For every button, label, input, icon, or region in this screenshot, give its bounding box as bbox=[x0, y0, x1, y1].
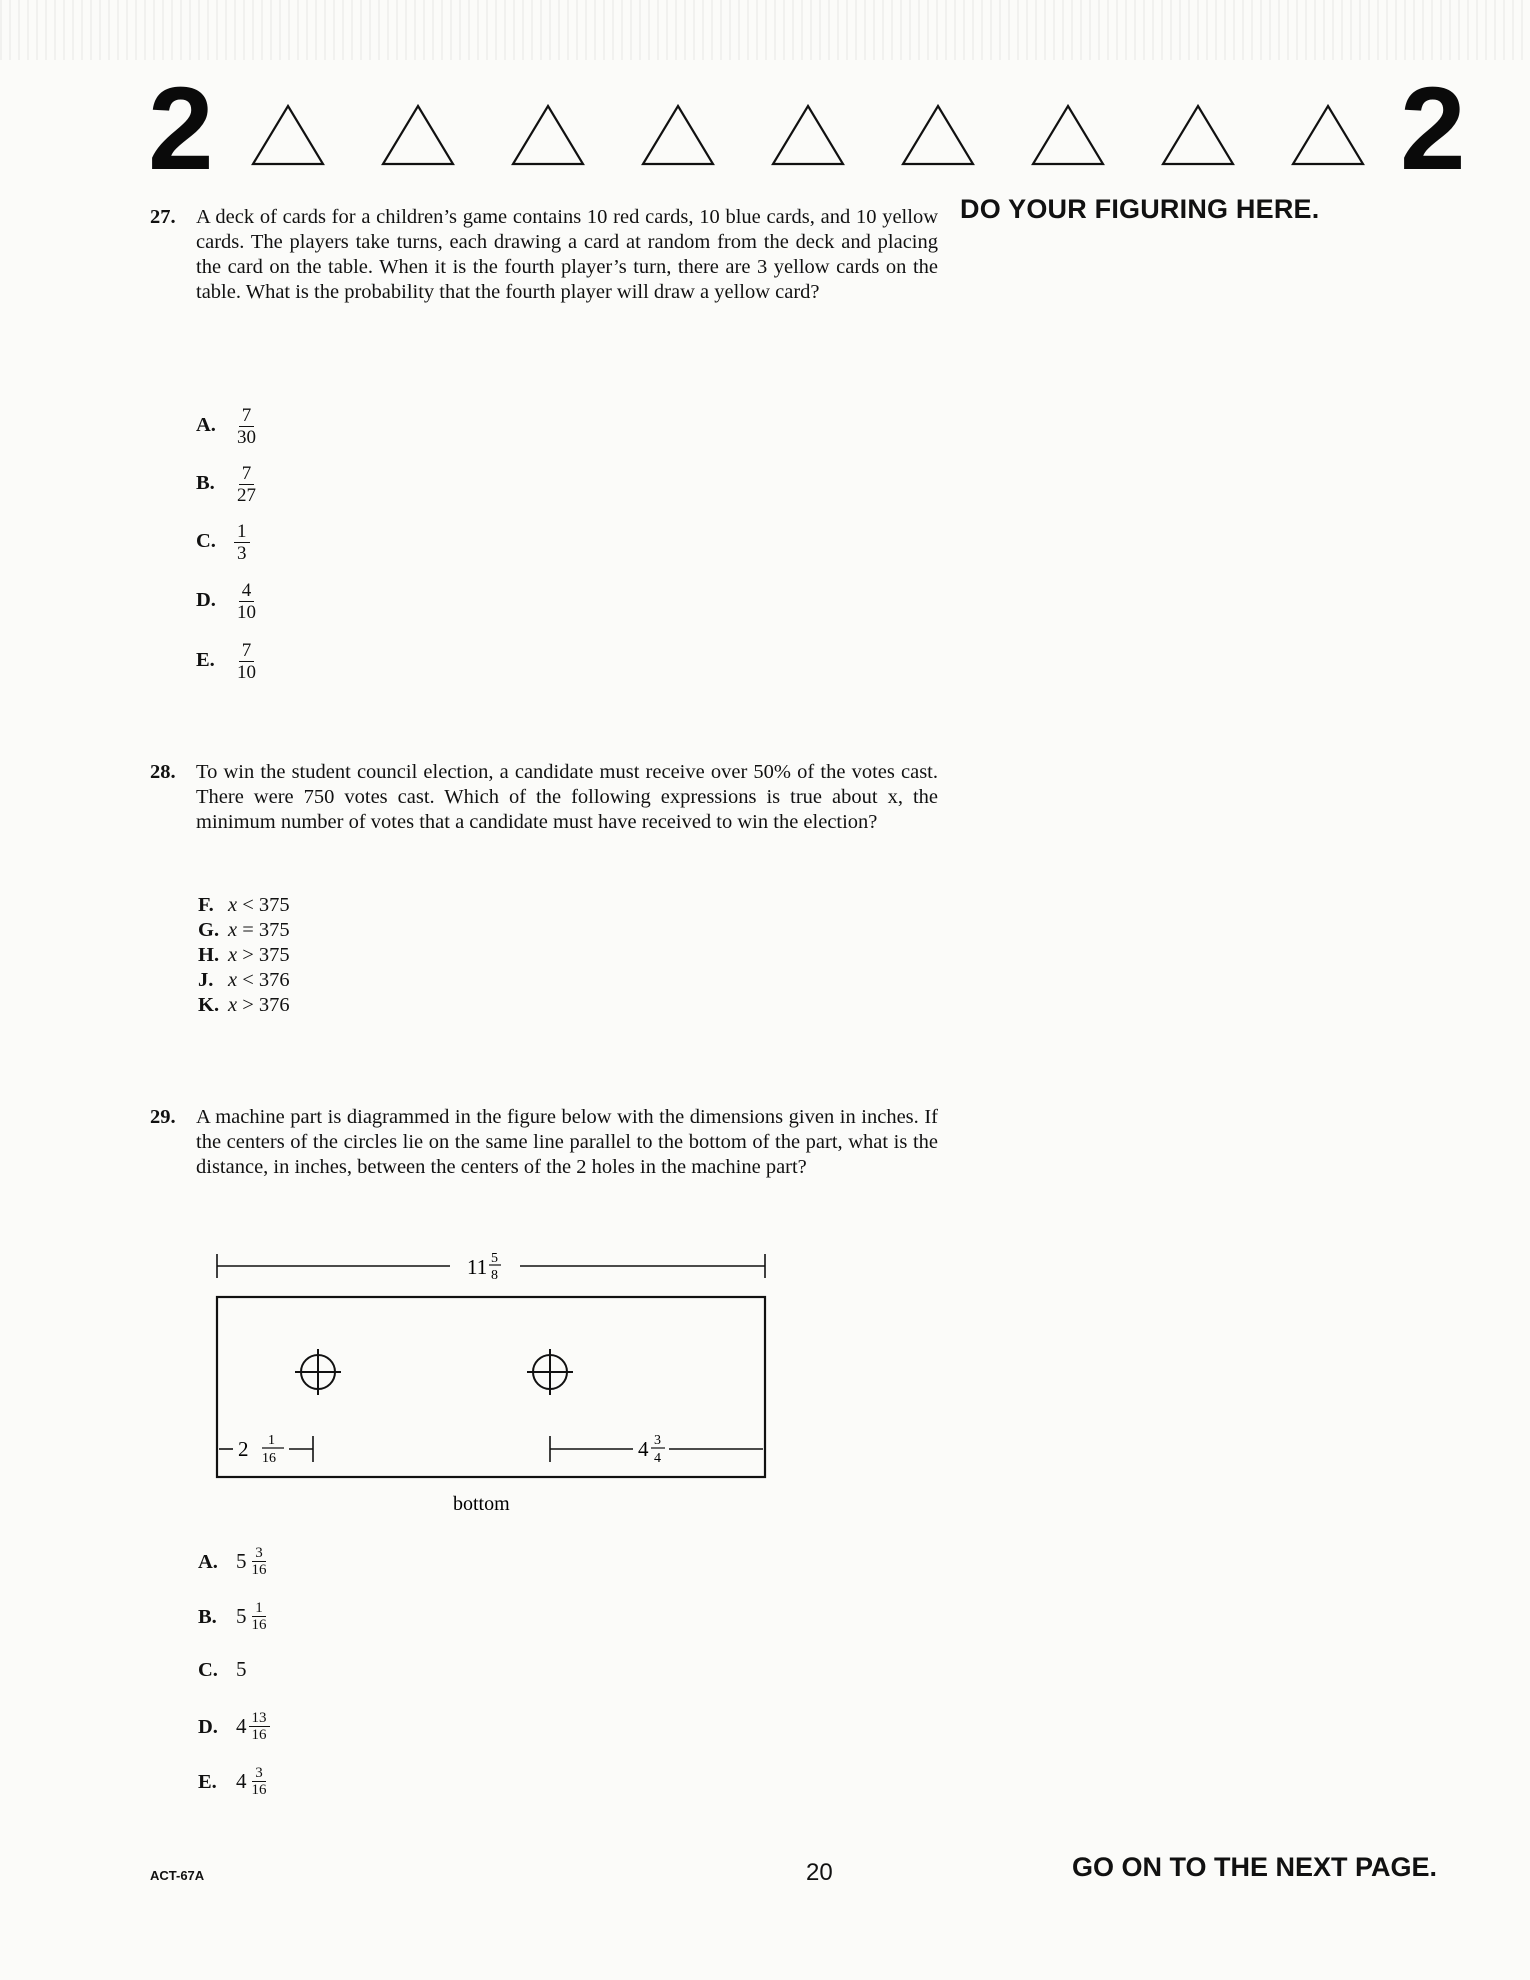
numerator: 7 bbox=[239, 640, 255, 662]
triangle-icon bbox=[1290, 102, 1366, 168]
hole-left bbox=[295, 1349, 341, 1395]
page-number: 20 bbox=[806, 1859, 833, 1886]
triangle-icon bbox=[900, 102, 976, 168]
answer-choice[interactable] bbox=[198, 894, 290, 917]
choice-letter: K. bbox=[198, 994, 220, 1016]
triangle-icon bbox=[510, 102, 586, 168]
denominator: 30 bbox=[237, 427, 256, 448]
whole-part: 4 bbox=[236, 1714, 247, 1738]
choice-letter: E. bbox=[198, 1771, 217, 1793]
triangle-icon bbox=[640, 102, 716, 168]
answer-choice[interactable] bbox=[196, 521, 250, 564]
choice-letter: J. bbox=[198, 969, 214, 991]
whole-part: 5 bbox=[236, 1549, 247, 1573]
variable: x bbox=[228, 919, 238, 941]
relation: = 375 bbox=[237, 919, 290, 941]
denominator: 27 bbox=[237, 485, 256, 506]
answer-choice[interactable] bbox=[198, 1600, 270, 1633]
fraction bbox=[249, 1710, 270, 1743]
right-whole: 4 bbox=[638, 1437, 649, 1461]
question-number: 27. bbox=[150, 206, 176, 228]
choice-letter: G. bbox=[198, 919, 220, 941]
question-text: To win the student council election, a candidate must receive over 50% of the votes cast. There were 750 votes cast. Which of the following expressions is true about x, the minimum number of votes that a candidate must have received to win the election? bbox=[196, 761, 938, 833]
whole-part: 5 bbox=[236, 1604, 247, 1628]
denominator: 16 bbox=[251, 1617, 267, 1633]
left-den: 16 bbox=[262, 1451, 276, 1466]
answer-choice[interactable] bbox=[196, 640, 259, 683]
fraction bbox=[234, 521, 250, 564]
total-whole: 11 bbox=[467, 1255, 488, 1279]
variable: x bbox=[228, 944, 238, 966]
question-number: 28. bbox=[150, 761, 176, 783]
left-num: 1 bbox=[268, 1433, 275, 1448]
numerator: 7 bbox=[239, 463, 255, 485]
left-whole: 2 bbox=[238, 1437, 249, 1461]
answer-choice[interactable] bbox=[198, 1657, 249, 1682]
numerator: 4 bbox=[239, 580, 255, 602]
answer-choice[interactable] bbox=[198, 1710, 270, 1743]
next-page-label: GO ON TO THE NEXT PAGE. bbox=[1072, 1852, 1438, 1882]
choice-letter: D. bbox=[196, 589, 216, 612]
right-num: 3 bbox=[654, 1433, 661, 1448]
numerator: 3 bbox=[252, 1545, 266, 1562]
question-text: A machine part is diagrammed in the figure below with the dimensions given in inches. If the centers of the circles lie on the same line parallel to the bottom of the part, what is the distance, in inches, between the centers of the 2 holes in the machine part? bbox=[196, 1106, 938, 1178]
numerator: 1 bbox=[252, 1600, 266, 1617]
total-num: 5 bbox=[491, 1251, 498, 1266]
denominator: 10 bbox=[237, 602, 256, 623]
section-header bbox=[0, 60, 1530, 195]
relation: < 376 bbox=[237, 969, 290, 991]
answer-choice[interactable] bbox=[198, 969, 290, 992]
bottom-label: bottom bbox=[453, 1493, 510, 1515]
answer-choice[interactable] bbox=[196, 405, 259, 448]
fraction bbox=[234, 405, 259, 448]
denominator: 3 bbox=[237, 543, 247, 564]
mixed-number bbox=[236, 1657, 249, 1682]
choice-letter: E. bbox=[196, 649, 215, 672]
choice-letter: H. bbox=[198, 944, 220, 966]
numerator: 1 bbox=[234, 521, 250, 543]
mixed-number bbox=[236, 1600, 270, 1633]
variable: x bbox=[228, 969, 238, 991]
choice-letter: B. bbox=[196, 472, 215, 495]
relation: < 375 bbox=[237, 894, 290, 916]
denominator: 10 bbox=[237, 662, 256, 683]
fraction bbox=[249, 1545, 270, 1578]
machine-part-diagram bbox=[205, 1240, 785, 1525]
choice-letter: A. bbox=[198, 1551, 218, 1573]
triangle-icon bbox=[770, 102, 846, 168]
numerator: 13 bbox=[249, 1710, 270, 1727]
machine-part-figure bbox=[205, 1240, 785, 1520]
denominator: 16 bbox=[251, 1727, 267, 1743]
triangle-icon bbox=[1030, 102, 1106, 168]
answer-choice[interactable] bbox=[196, 580, 259, 623]
whole-part: 5 bbox=[236, 1657, 247, 1681]
answer-choice[interactable] bbox=[198, 1545, 270, 1578]
relation: > 375 bbox=[237, 944, 290, 966]
section-number-right: 2 bbox=[1400, 63, 1466, 195]
triangle-icon bbox=[250, 102, 326, 168]
scan-noise bbox=[0, 0, 1530, 60]
hole-right bbox=[527, 1349, 573, 1395]
answer-choice[interactable] bbox=[196, 463, 259, 506]
numerator: 7 bbox=[239, 405, 255, 427]
fraction bbox=[234, 580, 259, 623]
variable: x bbox=[228, 894, 238, 916]
denominator: 16 bbox=[251, 1562, 267, 1578]
mixed-number bbox=[236, 1710, 270, 1743]
mixed-number bbox=[236, 1765, 270, 1798]
answer-choice[interactable] bbox=[198, 994, 290, 1017]
form-code: ACT-67A bbox=[150, 1868, 205, 1883]
choice-letter: F. bbox=[198, 894, 214, 916]
variable: x bbox=[228, 994, 238, 1016]
right-den: 4 bbox=[654, 1451, 661, 1466]
mixed-number bbox=[236, 1545, 270, 1578]
fraction bbox=[234, 640, 259, 683]
choice-letter: A. bbox=[196, 414, 216, 437]
choice-letter: D. bbox=[198, 1716, 218, 1738]
denominator: 16 bbox=[251, 1782, 267, 1798]
answer-choice[interactable] bbox=[198, 944, 290, 967]
part-outline bbox=[217, 1297, 765, 1477]
triangle-icon bbox=[380, 102, 456, 168]
choice-letter: B. bbox=[198, 1606, 217, 1628]
question-number: 29. bbox=[150, 1106, 176, 1128]
section-number-left: 2 bbox=[148, 63, 214, 195]
whole-part: 4 bbox=[236, 1769, 247, 1793]
triangle-icon bbox=[1160, 102, 1236, 168]
relation: > 376 bbox=[237, 994, 290, 1016]
numerator: 3 bbox=[252, 1765, 266, 1782]
figuring-label: DO YOUR FIGURING HERE. bbox=[960, 194, 1320, 224]
answer-choice[interactable] bbox=[198, 919, 290, 942]
question-text: A deck of cards for a children’s game contains 10 red cards, 10 blue cards, and 10 yellow cards. The players take turns, each drawing a card at random from the deck and placing the card on the table. When it is the fourth player’s turn, there are 3 yellow cards on the table. What is the probability that the fourth player will draw a yellow card? bbox=[196, 206, 938, 303]
fraction bbox=[234, 463, 259, 506]
choice-letter: C. bbox=[196, 530, 216, 553]
answer-choice[interactable] bbox=[198, 1765, 270, 1798]
fraction bbox=[249, 1765, 270, 1798]
fraction bbox=[249, 1600, 270, 1633]
choice-letter: C. bbox=[198, 1659, 218, 1681]
total-den: 8 bbox=[491, 1268, 498, 1283]
